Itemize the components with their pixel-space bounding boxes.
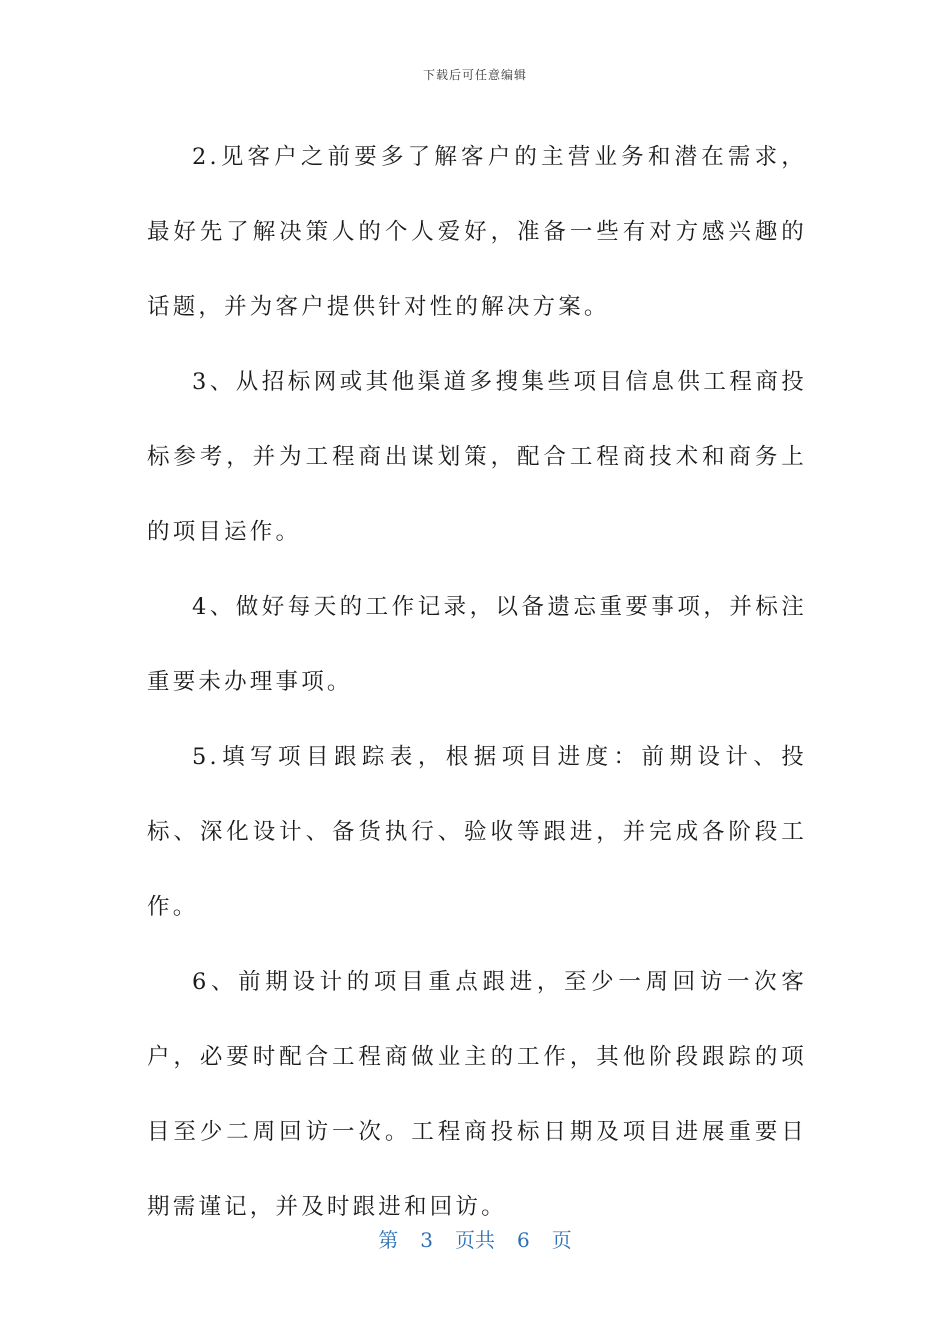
footer-suffix: 页 <box>551 1228 572 1252</box>
paragraph-3: 3、从招标网或其他渠道多搜集些项目信息供工程商投标参考，并为工程商出谋划策，配合工程商技术和商务上的项目运作。 <box>147 369 807 545</box>
footer-current-page: 3 <box>420 1228 433 1252</box>
footer-total-pages: 6 <box>517 1228 530 1252</box>
document-body <box>147 120 807 1245</box>
paragraph-2: 2.见客户之前要多了解客户的主营业务和潜在需求，最好先了解决策人的个人爱好，准备一些有对方感兴趣的话题，并为客户提供针对性的解决方案。 <box>147 144 807 320</box>
footer-middle: 页共 <box>455 1228 495 1252</box>
paragraph-5: 5.填写项目跟踪表，根据项目进度：前期设计、投标、深化设计、备货执行、验收等跟进，并完成各阶段工作。 <box>147 744 807 920</box>
footer-prefix: 第 <box>378 1228 399 1252</box>
page-footer <box>0 1224 950 1253</box>
paragraph-6: 6、前期设计的项目重点跟进，至少一周回访一次客户，必要时配合工程商做业主的工作，其他阶段跟踪的项目至少二周回访一次。工程商投标日期及项目进展重要日期需谨记，并及时跟进和回访。 <box>147 969 807 1220</box>
paragraph-4: 4、做好每天的工作记录，以备遗忘重要事项，并标注重要未办理事项。 <box>147 594 807 695</box>
header-note: 下载后可任意编辑 <box>422 68 527 82</box>
